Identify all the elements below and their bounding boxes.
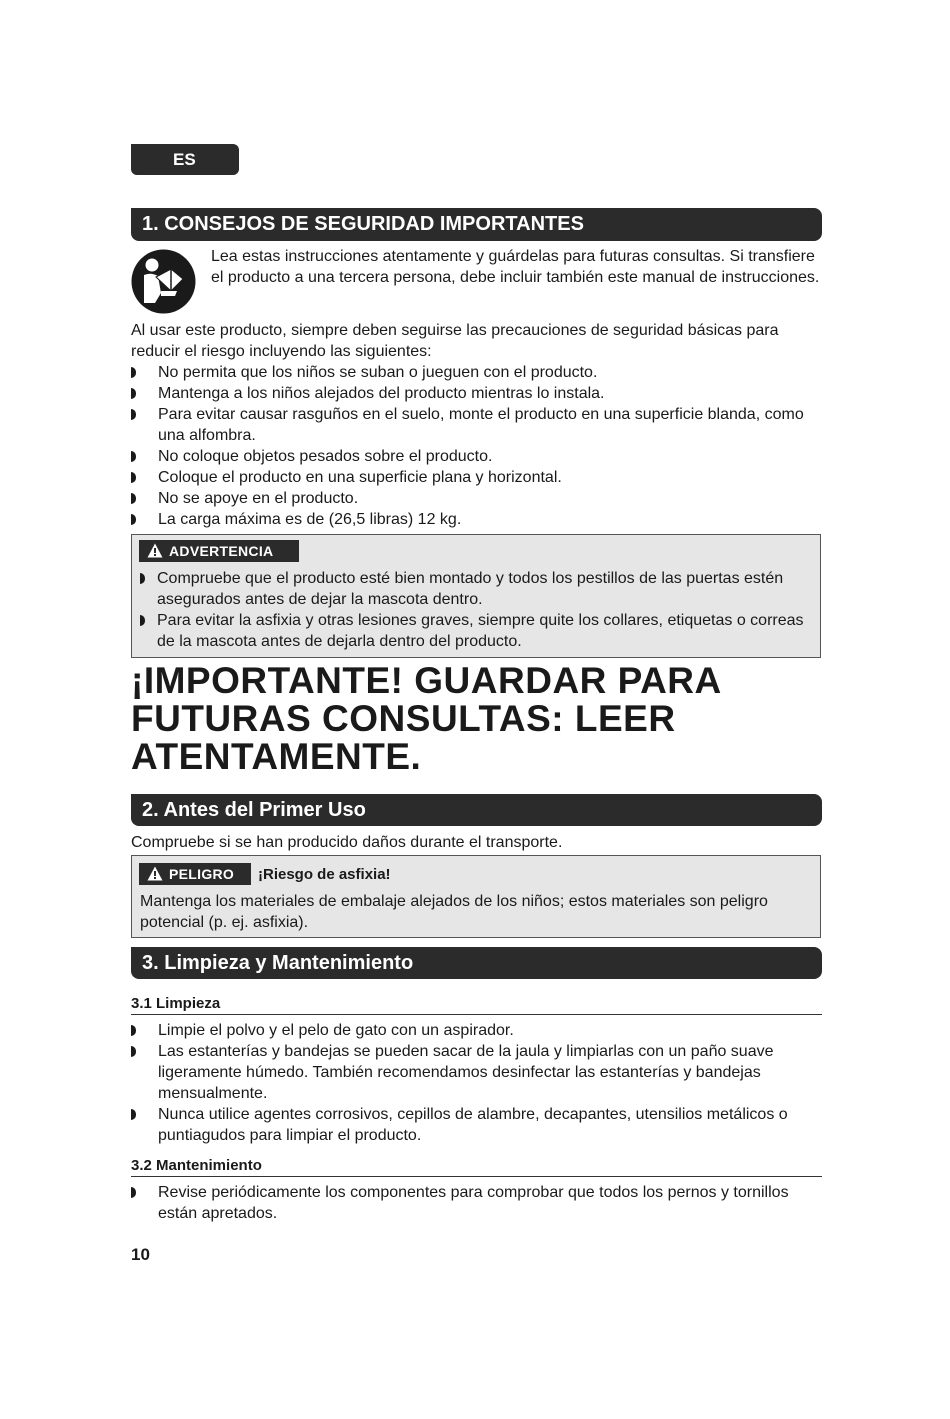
danger-heading: ¡Riesgo de asfixia! <box>258 866 391 883</box>
list-item: No permita que los niños se suban o jueguen con el producto. <box>131 362 823 383</box>
page-number: 10 <box>131 1245 150 1264</box>
cleaning-list <box>131 1020 823 1146</box>
bullet-marker-icon <box>131 1109 136 1120</box>
bullet-marker-icon <box>131 472 136 483</box>
list-item: No coloque objetos pesados sobre el producto. <box>131 446 823 467</box>
read-manual-icon <box>131 249 196 314</box>
subsection-3-1-title: 3.1 Limpieza <box>131 995 822 1015</box>
bullet-marker-icon <box>131 493 136 504</box>
section-2-title: 2. Antes del Primer Uso <box>131 794 822 826</box>
list-item: No se apoye en el producto. <box>131 488 823 509</box>
maintenance-list <box>131 1182 823 1224</box>
bullet-marker-icon <box>131 1187 136 1198</box>
list-item: Compruebe que el producto esté bien montado y todos los pestillos de las puertas estén asegurados antes de dejar la mascota dentro. <box>140 568 812 610</box>
list-item: Para evitar causar rasguños en el suelo, monte el producto en una superficie blanda, como una alfombra. <box>131 404 823 446</box>
section-3-title: 3. Limpieza y Mantenimiento <box>131 947 822 979</box>
list-item: Coloque el producto en una superficie plana y horizontal. <box>131 467 823 488</box>
list-item: Limpie el polvo y el pelo de gato con un aspirador. <box>131 1020 823 1041</box>
bullet-marker-icon <box>140 615 145 626</box>
danger-badge: PELIGRO <box>139 863 251 885</box>
safety-lead-text: Al usar este producto, siempre deben seguirse las precauciones de seguridad básicas para reducir el riesgo incluyendo las siguientes: <box>131 322 779 360</box>
important-heading: ¡IMPORTANTE! GUARDAR PARA FUTURAS CONSULTAS: LEER ATENTAMENTE. <box>131 660 721 777</box>
danger-box <box>131 855 821 938</box>
section-2-text: Compruebe si se han producido daños durante el transporte. <box>131 834 563 851</box>
bullet-marker-icon <box>140 573 145 584</box>
bullet-marker-icon <box>131 1025 136 1036</box>
list-item: Mantenga a los niños alejados del producto mientras lo instala. <box>131 383 823 404</box>
language-tab: ES <box>131 144 239 175</box>
warning-list <box>140 568 812 652</box>
bullet-marker-icon <box>131 1046 136 1057</box>
list-item: Para evitar la asfixia y otras lesiones graves, siempre quite los collares, etiquetas o correas de la mascota antes de dejarla dentro del producto. <box>140 610 812 652</box>
bullet-marker-icon <box>131 367 136 378</box>
bullet-marker-icon <box>131 514 136 525</box>
list-item: Las estanterías y bandejas se pueden sacar de la jaula y limpiarlas con un paño suave ligeramente húmedo. También recomendamos desinfectar las estanterías y bandejas mensualmente. <box>131 1041 823 1104</box>
list-item: Nunca utilice agentes corrosivos, cepillos de alambre, decapantes, utensilios metálicos o puntiagudos para limpiar el producto. <box>131 1104 823 1146</box>
safety-list <box>131 362 823 530</box>
danger-text: Mantenga los materiales de embalaje alejados de los niños; estos materiales son peligro potencial (p. ej. asfixia). <box>140 893 768 931</box>
subsection-3-2-title: 3.2 Mantenimiento <box>131 1157 822 1177</box>
bullet-marker-icon <box>131 451 136 462</box>
warning-badge: ADVERTENCIA <box>139 540 299 562</box>
warning-triangle-icon <box>147 866 163 881</box>
intro-text: Lea estas instrucciones atentamente y guárdelas para futuras consultas. Si transfiere el producto a una tercera persona, debe incluir también este manual de instrucciones. <box>211 248 820 286</box>
warning-box <box>131 534 821 658</box>
section-1-title: 1. CONSEJOS DE SEGURIDAD IMPORTANTES <box>131 208 822 241</box>
list-item: La carga máxima es de (26,5 libras) 12 kg. <box>131 509 823 530</box>
bullet-marker-icon <box>131 388 136 399</box>
bullet-marker-icon <box>131 409 136 420</box>
list-item: Revise periódicamente los componentes para comprobar que todos los pernos y tornillos están apretados. <box>131 1182 823 1224</box>
warning-triangle-icon <box>147 543 163 558</box>
